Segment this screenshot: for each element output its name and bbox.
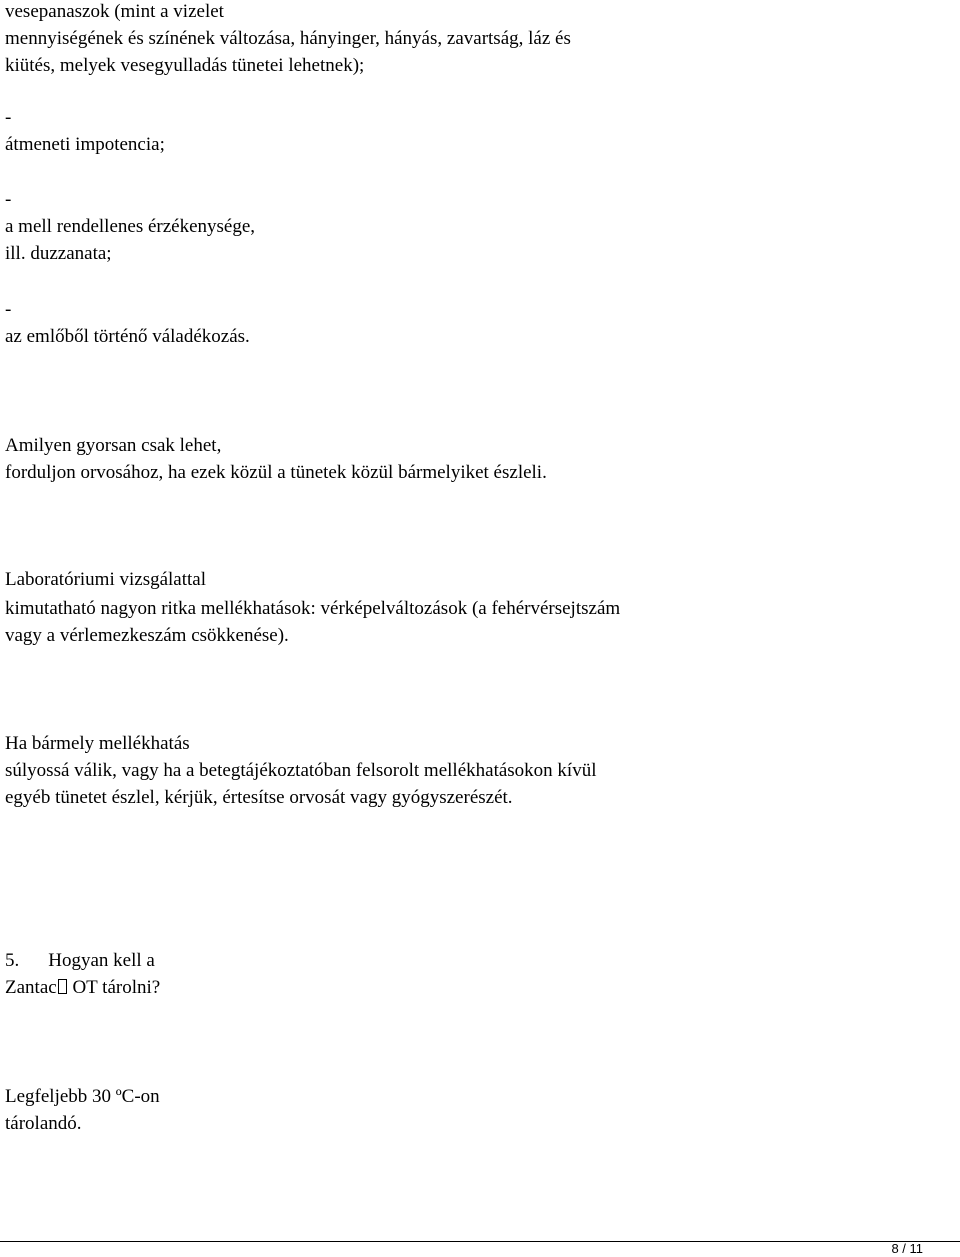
paragraph-line: kimutatható nagyon ritka mellékhatások: vérképelváltozások (a fehérvérsejtszám [5,598,621,619]
list-item: átmeneti impotencia; [5,134,165,155]
section-heading-continuation [5,974,160,1001]
list-item-continuation: ill. duzzanata; [5,243,112,264]
text-line: kiütés, melyek vesegyulladás tünetei lehetnek); [5,55,365,76]
text-line: mennyiségének és színének változása, hányinger, hányás, zavartság, láz és [5,28,571,49]
list-dash: - [5,107,12,128]
list-item: a mell rendellenes érzékenysége, [5,216,256,237]
list-dash: - [5,189,12,210]
text-line: vesepanaszok (mint a vizelet [5,1,224,22]
product-name: Zantac [5,977,57,998]
section-heading [5,947,155,974]
list-item: az emlőből történő váladékozás. [5,326,250,347]
paragraph-line: Legfeljebb 30 ºC-on [5,1086,160,1107]
paragraph-line: egyéb tünetet észlel, kérjük, értesítse orvosát vagy gyógyszerészét. [5,787,513,808]
paragraph-line: Amilyen gyorsan csak lehet, [5,435,222,456]
section-title-rest: OT tárolni? [67,977,161,998]
footer-divider [0,1241,960,1242]
section-title: Hogyan kell a [48,950,155,971]
paragraph-line: tárolandó. [5,1113,82,1134]
paragraph-line: forduljon orvosához, ha ezek közül a tünetek közül bármelyiket észleli. [5,462,547,483]
paragraph-line: Ha bármely mellékhatás [5,733,190,754]
missing-glyph-icon [58,979,67,994]
paragraph-line: vagy a vérlemezkeszám csökkenése). [5,625,289,646]
section-number: 5. [5,950,20,971]
list-dash: - [5,299,12,320]
page-number: 8 / 11 [891,1241,923,1256]
paragraph-line: súlyossá válik, vagy ha a betegtájékoztatóban felsorolt mellékhatásokon kívül [5,760,597,781]
paragraph-line: Laboratóriumi vizsgálattal [5,569,207,590]
